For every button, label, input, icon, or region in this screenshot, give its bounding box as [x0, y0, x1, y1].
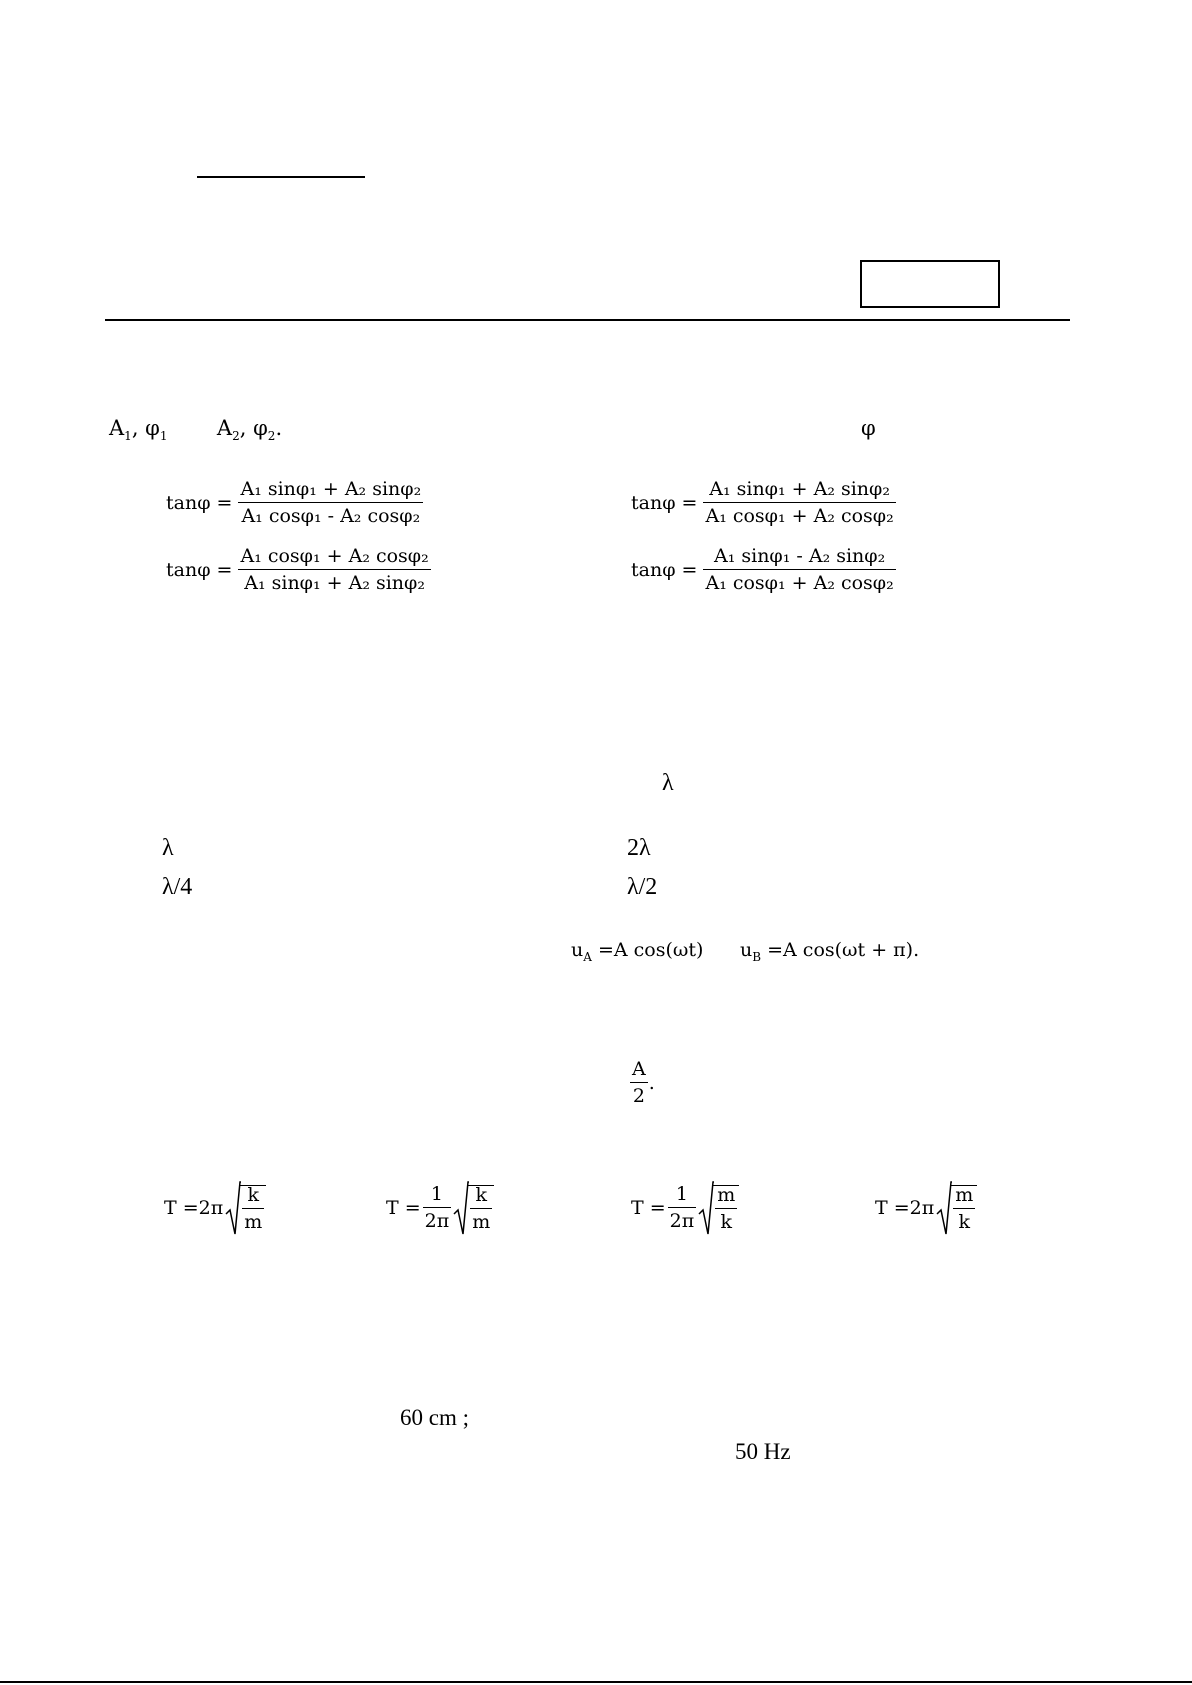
- q4-option-d: T =2π $\frac{m}{k}$: [875, 1180, 977, 1236]
- q2-option-d: λ/2: [627, 874, 658, 900]
- q1-given: $A_1$, $\varphi_1$ $A_2$, $\varphi_2$.: [109, 416, 283, 443]
- q1-option-c: tanφ = $\frac{\text{A₁ cosφ₁ + A₂ cosφ₂}}{\text{A₁ sinφ₁ + A₂ sinφ₂}}$: [166, 545, 429, 594]
- q2-option-a: λ: [162, 835, 174, 861]
- score-box: [860, 260, 1000, 308]
- header-divider: [105, 319, 1070, 321]
- phi-symbol: φ: [861, 416, 876, 440]
- q5-length: 60 cm ;: [400, 1405, 469, 1430]
- q3-ua: $u_A =A$ cos(ωt): [571, 939, 704, 964]
- q1-option-a: tanφ = $\frac{\text{A₁ sinφ₁ + A₂ sinφ₂}}{\text{A₁ cosφ₁ - A₂ cosφ₂}}$: [166, 478, 422, 527]
- q4-option-a: T =2π $\frac{k}{m}$: [164, 1180, 266, 1236]
- q1-option-d: tanφ = $\frac{\text{A₁ sinφ₁ - A₂ sinφ₂}}{\text{A₁ cosφ₁ + A₂ cosφ₂}}$: [631, 545, 894, 594]
- radical-sign: [698, 1180, 714, 1236]
- q3-half-amplitude: $\frac{A}{2}$ .: [632, 1058, 655, 1107]
- radical-sign: [225, 1180, 241, 1236]
- q4-option-c: T = $\frac{1}{2\pi}$ $\frac{m}{k}$: [631, 1180, 739, 1236]
- q2-lambda: λ: [662, 770, 674, 796]
- footer-rule: [0, 1681, 1192, 1683]
- q1-option-b: tanφ = $\frac{\text{A₁ sinφ₁ + A₂ sinφ₂}}{\text{A₁ cosφ₁ + A₂ cosφ₂}}$: [631, 478, 894, 527]
- q3-ub: $u_B =A$ cos(ωt + π).: [740, 939, 920, 964]
- radical-sign: [453, 1180, 469, 1236]
- header-underline: [197, 176, 365, 178]
- radical-sign: [936, 1180, 952, 1236]
- q4-option-b: T = $\frac{1}{2\pi}$ $\frac{k}{m}$: [386, 1180, 494, 1236]
- q2-option-c: λ/4: [162, 874, 193, 900]
- q5-frequency: 50 Hz: [735, 1439, 791, 1464]
- q2-option-b: 2λ: [627, 835, 651, 861]
